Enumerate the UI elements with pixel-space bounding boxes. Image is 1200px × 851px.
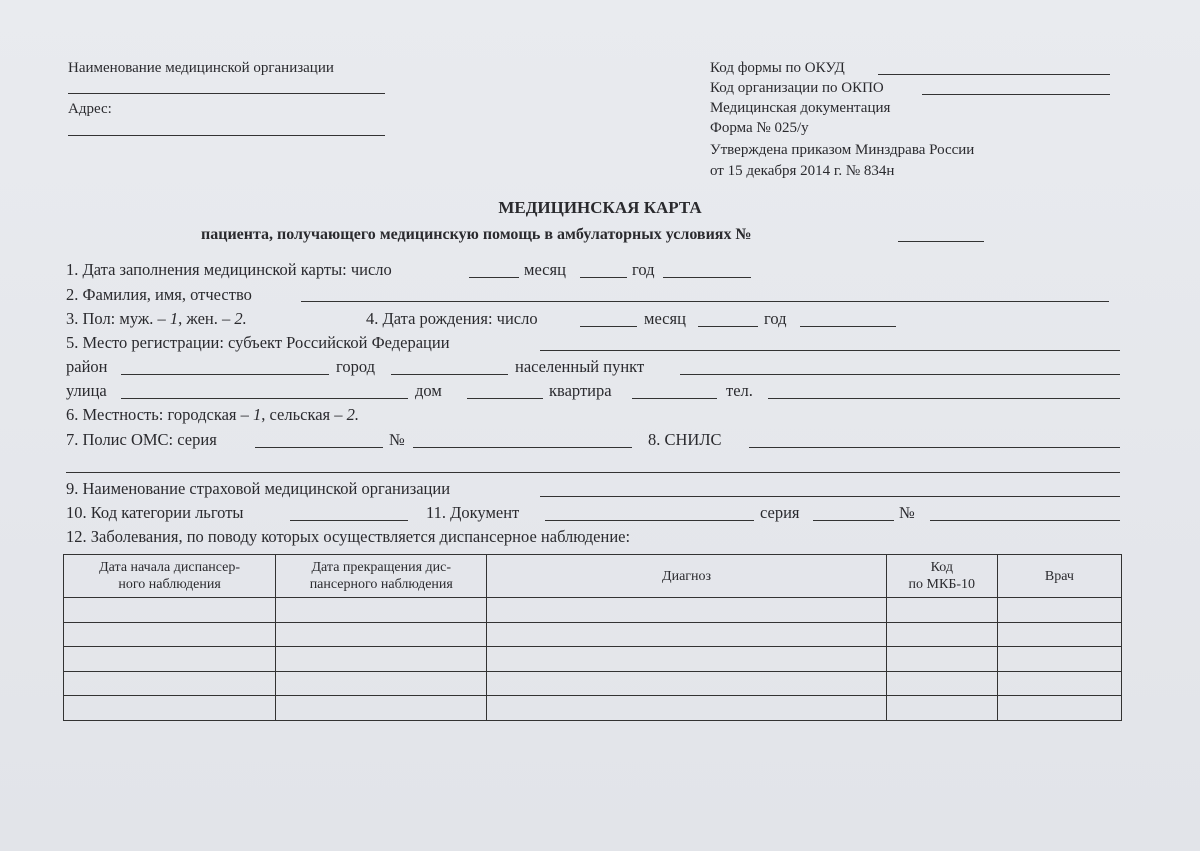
- table-cell[interactable]: [886, 696, 997, 721]
- table-cell[interactable]: [64, 598, 276, 623]
- locality-label: 6. Местность: городская – 1, сельская – 2.: [66, 405, 360, 424]
- apartment-field[interactable]: [632, 398, 717, 399]
- birth-date-label: 4. Дата рождения: число: [366, 309, 538, 328]
- street-field[interactable]: [121, 398, 408, 399]
- table-cell[interactable]: [487, 696, 886, 721]
- sex-label: 3. Пол: муж. – 1, жен. – 2.: [66, 309, 247, 328]
- col-diagnosis: Диагноз: [487, 555, 886, 598]
- table-cell[interactable]: [487, 598, 886, 623]
- doc-number-sign: №: [899, 503, 915, 522]
- form-number: Форма № 025/у: [710, 120, 809, 136]
- table-cell[interactable]: [886, 671, 997, 696]
- table-row: [64, 696, 1122, 721]
- table-cell[interactable]: [276, 696, 487, 721]
- col-start-date: Дата начала диспансер- ного наблюдения: [64, 555, 276, 598]
- table-row: [64, 622, 1122, 647]
- registration-label: 5. Место регистрации: субъект Российской Федерации: [66, 333, 450, 352]
- okpo-label: Код организации по ОКПО: [710, 80, 884, 96]
- table-cell[interactable]: [64, 622, 276, 647]
- full-name-field[interactable]: [301, 301, 1109, 302]
- org-name-label: Наименование медицинской организации: [68, 60, 334, 76]
- series-field[interactable]: [813, 520, 894, 521]
- dispensary-table: [63, 554, 1122, 721]
- birth-month-field[interactable]: [698, 326, 758, 327]
- house-field[interactable]: [467, 398, 543, 399]
- benefit-code-field[interactable]: [290, 520, 408, 521]
- birth-year-label: год: [764, 309, 787, 328]
- fill-year-field[interactable]: [663, 277, 751, 278]
- snils-field[interactable]: [749, 447, 1120, 448]
- doc-number-field[interactable]: [930, 520, 1120, 521]
- table-cell[interactable]: [276, 671, 487, 696]
- table-cell[interactable]: [487, 622, 886, 647]
- birth-day-field[interactable]: [580, 326, 637, 327]
- table-header-row: [64, 555, 1122, 598]
- house-label: дом: [415, 381, 442, 400]
- okpo-field[interactable]: [922, 94, 1110, 95]
- oms-number-sign: №: [389, 430, 405, 449]
- city-field[interactable]: [391, 374, 508, 375]
- table-row: [64, 598, 1122, 623]
- table-cell[interactable]: [276, 622, 487, 647]
- table-cell[interactable]: [276, 598, 487, 623]
- oms-series-field[interactable]: [255, 447, 383, 448]
- region-field[interactable]: [540, 350, 1120, 351]
- fill-year-label: год: [632, 260, 655, 279]
- district-field[interactable]: [121, 374, 329, 375]
- order-text: от 15 декабря 2014 г. № 834н: [710, 163, 895, 179]
- table-cell[interactable]: [886, 598, 997, 623]
- street-label: улица: [66, 381, 107, 400]
- address-label: Адрес:: [68, 101, 112, 117]
- table-row: [64, 647, 1122, 672]
- table-cell[interactable]: [997, 647, 1121, 672]
- birth-month-label: месяц: [644, 309, 686, 328]
- settlement-field[interactable]: [680, 374, 1120, 375]
- snils-label: 8. СНИЛС: [648, 430, 722, 449]
- insurer-field[interactable]: [540, 496, 1120, 497]
- series-label: серия: [760, 503, 800, 522]
- document-label: 11. Документ: [426, 503, 520, 522]
- okud-field[interactable]: [878, 74, 1110, 75]
- table-cell[interactable]: [886, 647, 997, 672]
- benefit-code-label: 10. Код категории льготы: [66, 503, 244, 522]
- extra-line-field[interactable]: [66, 472, 1120, 473]
- okud-label: Код формы по ОКУД: [710, 60, 845, 76]
- approval-text: Утверждена приказом Минздрава России: [710, 142, 975, 158]
- table-cell[interactable]: [997, 598, 1121, 623]
- table-cell[interactable]: [64, 647, 276, 672]
- fill-month-label: месяц: [524, 260, 566, 279]
- table-row: [64, 671, 1122, 696]
- table-cell[interactable]: [64, 696, 276, 721]
- address-field[interactable]: [68, 135, 385, 136]
- card-title: МЕДИЦИНСКАЯ КАРТА: [498, 198, 702, 217]
- card-number-field[interactable]: [898, 241, 984, 242]
- col-doctor: Врач: [997, 555, 1121, 598]
- document-field[interactable]: [545, 520, 754, 521]
- fill-day-field[interactable]: [469, 277, 519, 278]
- fill-date-label: 1. Дата заполнения медицинской карты: число: [66, 260, 392, 279]
- city-label: город: [336, 357, 376, 376]
- table-cell[interactable]: [64, 671, 276, 696]
- col-icd-code: Код по МКБ-10: [886, 555, 997, 598]
- org-name-field[interactable]: [68, 93, 385, 94]
- oms-number-field[interactable]: [413, 447, 632, 448]
- full-name-label: 2. Фамилия, имя, отчество: [66, 285, 252, 304]
- table-cell[interactable]: [487, 671, 886, 696]
- table-cell[interactable]: [997, 622, 1121, 647]
- table-cell[interactable]: [997, 671, 1121, 696]
- col-end-date: Дата прекращения дис- пансерного наблюдения: [276, 555, 487, 598]
- birth-year-field[interactable]: [800, 326, 896, 327]
- table-cell[interactable]: [487, 647, 886, 672]
- table-cell[interactable]: [886, 622, 997, 647]
- oms-policy-label: 7. Полис ОМС: серия: [66, 430, 217, 449]
- fill-month-field[interactable]: [580, 277, 627, 278]
- phone-field[interactable]: [768, 398, 1120, 399]
- settlement-label: населенный пункт: [515, 357, 645, 376]
- table-cell[interactable]: [997, 696, 1121, 721]
- apartment-label: квартира: [549, 381, 612, 400]
- med-doc-label: Медицинская документация: [710, 100, 891, 116]
- card-subtitle: пациента, получающего медицинскую помощь в амбулаторных условиях №: [201, 226, 752, 243]
- district-label: район: [66, 357, 108, 376]
- diseases-label: 12. Заболевания, по поводу которых осуществляется диспансерное наблюдение:: [66, 527, 631, 546]
- table-cell[interactable]: [276, 647, 487, 672]
- phone-label: тел.: [726, 381, 753, 400]
- insurer-label: 9. Наименование страховой медицинской организации: [66, 479, 451, 498]
